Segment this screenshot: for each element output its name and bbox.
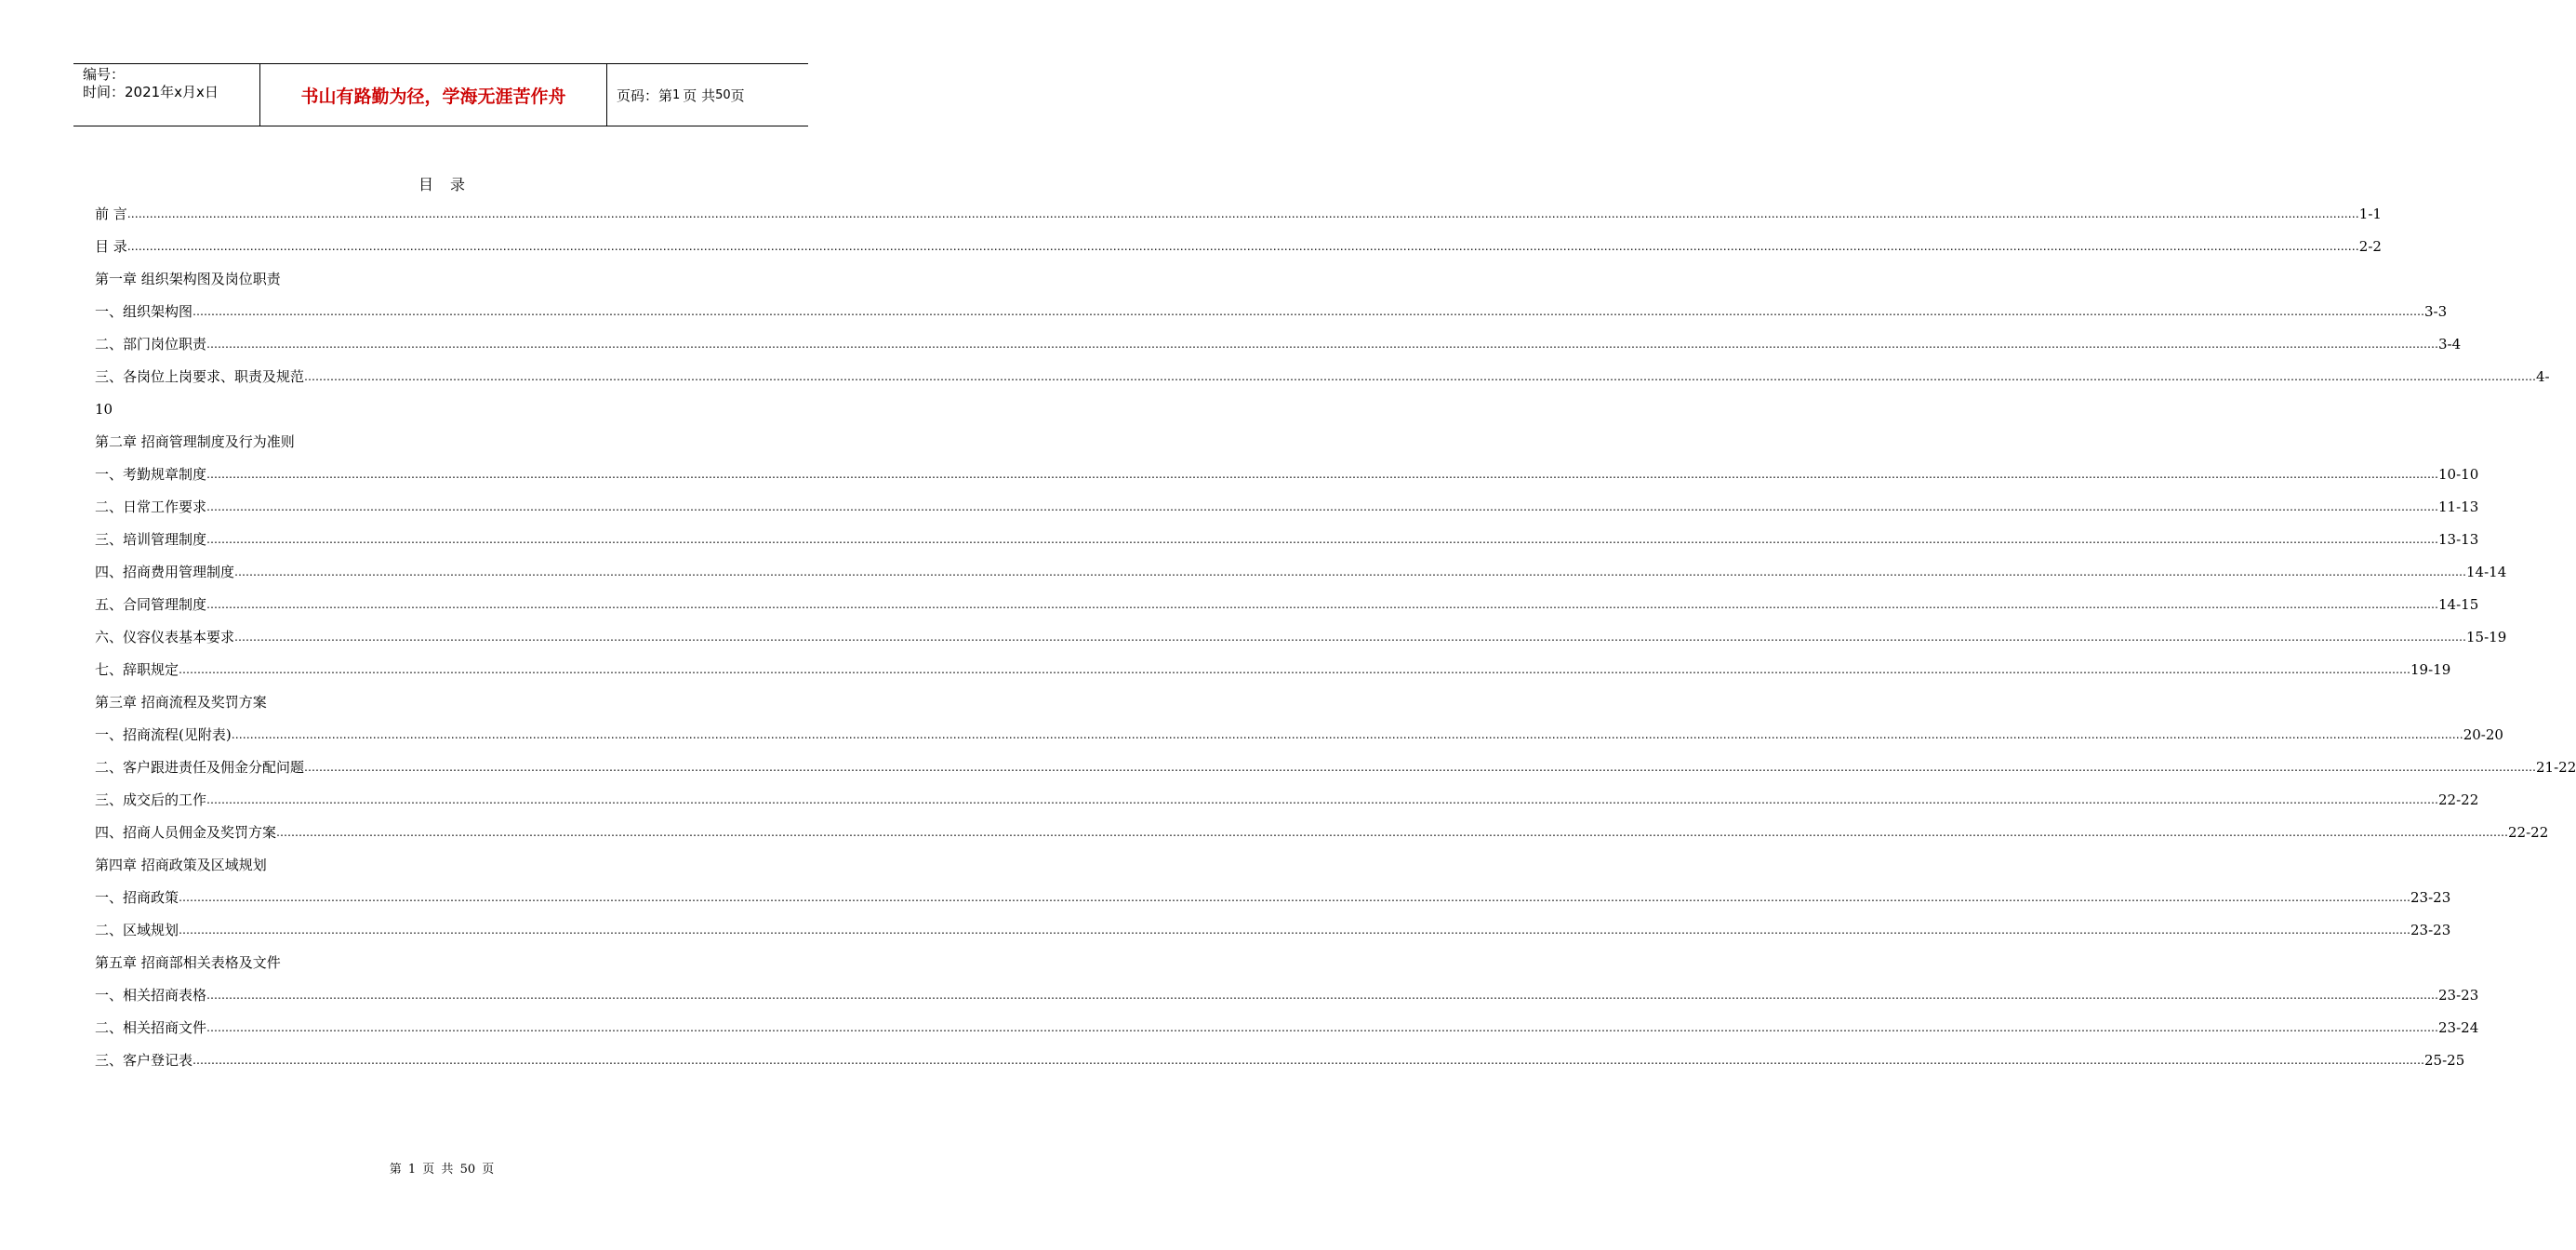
toc-entry — [95, 431, 790, 463]
header-page-mid: 页 共 — [683, 86, 716, 104]
toc-leader-dots: …………………………………………………………………………………………………………………………………………………………………………………………………………………………………………………………………………………………………………………………………………………………………………………………………………………………………………………………………………………………………………………………………………………… — [206, 1021, 2439, 1034]
header-info-cell — [73, 64, 260, 126]
toc-entry — [95, 886, 2451, 919]
toc-entry-label: 第四章 招商政策及区域规划 — [95, 857, 267, 873]
toc-entry-page: 2-2 — [2358, 238, 2382, 255]
toc-leader-dots: …………………………………………………………………………………………………………………………………………………………………………………………………………………………………………………………………………………………………………………………………………………………………………………………………………………………………………………………………………………………………………………………………………………… — [206, 468, 2439, 481]
header-page-info — [607, 64, 808, 126]
toc-leader-dots: …………………………………………………………………………………………………………………………………………………………………………………………………………………………………………………………………………………………………………………………………………………………………………………………………………………………………………………………………………………………………………………………………………………… — [126, 240, 2359, 253]
toc-entry-label: 二、相关招商文件 — [95, 1019, 207, 1036]
page-footer — [0, 1159, 883, 1177]
document-number-label: 编号： — [83, 66, 126, 83]
toc-leader-dots: …………………………………………………………………………………………………………………………………………………………………………………………………………………………………………………………………………………………………………………………………………………………………………………………………………………………………………………………………………………………………………………………………………………… — [179, 891, 2411, 904]
toc-leader-dots: …………………………………………………………………………………………………………………………………………………………………………………………………………………………………………………………………………………………………………………………………………………………………………………………………………………………………………………………………………………………………………………………………………………… — [304, 370, 2537, 383]
toc-leader-dots: …………………………………………………………………………………………………………………………………………………………………………………………………………………………………………………………………………………………………………………………………………………………………………………………………………………………………………………………………………………………………………………………………………………… — [126, 207, 2359, 220]
toc-entry — [95, 300, 2448, 333]
toc-leader-dots: …………………………………………………………………………………………………………………………………………………………………………………………………………………………………………………………………………………………………………………………………………………………………………………………………………………………………………………………………………………………………………………………………………………… — [231, 728, 2463, 741]
toc-entry — [95, 496, 2479, 528]
toc-entry-page: 25-25 — [2424, 1052, 2465, 1069]
toc-leader-dots: …………………………………………………………………………………………………………………………………………………………………………………………………………………………………………………………………………………………………………………………………………………………………………………………………………………………………………………………………………………………………………………………………………………… — [276, 826, 2509, 839]
footer-suffix: 页 — [482, 1163, 495, 1177]
toc-entry-label: 四、招商费用管理制度 — [95, 564, 235, 580]
toc-entry-label: 前 言 — [95, 206, 127, 222]
toc-leader-dots: …………………………………………………………………………………………………………………………………………………………………………………………………………………………………………………………………………………………………………………………………………………………………………………………………………………………………………………………………………………………………………………………………………………… — [206, 338, 2439, 351]
header-page-total: 50 — [715, 87, 731, 102]
toc-entry-label: 七、辞职规定 — [95, 661, 179, 678]
toc-entry-label: 一、招商流程(见附表) — [95, 726, 232, 743]
toc-entry-label: 第三章 招商流程及奖罚方案 — [95, 694, 267, 711]
toc-leader-dots: …………………………………………………………………………………………………………………………………………………………………………………………………………………………………………………………………………………………………………………………………………………………………………………………………………………………………………………………………………………………………………………………………………………… — [206, 500, 2439, 513]
toc-entry — [95, 984, 2479, 1017]
toc-entry-page: 23-24 — [2438, 1019, 2479, 1036]
toc-entry-label: 二、客户跟进责任及佣金分配问题 — [95, 759, 305, 776]
toc-entry-label: 二、区域规划 — [95, 922, 179, 938]
toc-entry-page: 20-20 — [2463, 726, 2503, 743]
footer-prefix: 第 — [389, 1163, 402, 1177]
toc-entry-page: 23-23 — [2410, 889, 2451, 906]
table-of-contents — [95, 203, 2576, 1082]
toc-leader-dots: …………………………………………………………………………………………………………………………………………………………………………………………………………………………………………………………………………………………………………………………………………………………………………………………………………………………………………………………………………………………………………………………………………………… — [206, 989, 2439, 1002]
toc-entry — [95, 756, 2576, 789]
toc-entry-label: 一、相关招商表格 — [95, 987, 207, 1004]
toc-leader-dots: …………………………………………………………………………………………………………………………………………………………………………………………………………………………………………………………………………………………………………………………………………………………………………………………………………………………………………………………………………………………………………………………………………………… — [234, 565, 2467, 578]
toc-entry — [95, 268, 790, 300]
toc-title: 目录 — [418, 176, 482, 193]
toc-leader-dots: …………………………………………………………………………………………………………………………………………………………………………………………………………………………………………………………………………………………………………………………………………………………………………………………………………………………………………………………………………………………………………………………………………………… — [206, 793, 2439, 806]
toc-entry — [95, 398, 790, 431]
toc-entry-label: 一、组织架构图 — [95, 303, 193, 320]
toc-leader-dots: …………………………………………………………………………………………………………………………………………………………………………………………………………………………………………………………………………………………………………………………………………………………………………………………………………………………………………………………………………………………………………………………………………………… — [304, 761, 2537, 774]
toc-entry-label: 第五章 招商部相关表格及文件 — [95, 954, 281, 971]
toc-entry — [95, 724, 2503, 756]
toc-entry-label: 目 录 — [95, 238, 127, 255]
toc-entry — [95, 951, 790, 984]
header-page-prefix: 页码：第 — [617, 86, 673, 104]
toc-entry — [95, 528, 2479, 561]
toc-entry-label: 10 — [95, 401, 113, 418]
toc-entry — [95, 333, 2462, 366]
toc-entry-page: 14-14 — [2466, 564, 2507, 580]
footer-total: 50 — [459, 1163, 476, 1177]
toc-entry-label: 第一章 组织架构图及岗位职责 — [95, 271, 281, 287]
toc-entry — [95, 203, 2382, 235]
toc-entry-page: 4- — [2536, 368, 2550, 385]
toc-entry-label: 三、各岗位上岗要求、职责及规范 — [95, 368, 305, 385]
toc-entry — [95, 561, 2507, 593]
toc-entry — [95, 821, 2549, 854]
toc-leader-dots: …………………………………………………………………………………………………………………………………………………………………………………………………………………………………………………………………………………………………………………………………………………………………………………………………………………………………………………………………………………………………………………………………………………… — [206, 533, 2439, 546]
toc-entry — [95, 235, 2382, 268]
toc-entry-page: 22-22 — [2508, 824, 2549, 841]
toc-entry — [95, 1049, 2465, 1082]
header-page-current: 1 — [672, 87, 681, 102]
toc-entry — [95, 789, 2479, 821]
toc-entry — [95, 366, 2550, 398]
toc-leader-dots: …………………………………………………………………………………………………………………………………………………………………………………………………………………………………………………………………………………………………………………………………………………………………………………………………………………………………………………………………………………………………………………………………………………… — [234, 631, 2467, 644]
footer-mid: 页 共 — [422, 1163, 454, 1177]
toc-entry — [95, 463, 2479, 496]
toc-entry-page: 3-4 — [2438, 336, 2462, 352]
toc-entry — [95, 854, 790, 886]
header-page-suffix: 页 — [730, 86, 745, 104]
toc-entry-page: 1-1 — [2358, 206, 2382, 222]
toc-entry-page: 11-13 — [2438, 499, 2479, 515]
page-header — [73, 63, 808, 126]
document-time-label: 时间：2021年x月x日 — [83, 84, 219, 100]
toc-entry-page: 23-23 — [2438, 987, 2479, 1004]
toc-entry-label: 第二章 招商管理制度及行为准则 — [95, 433, 295, 450]
toc-entry-label: 三、成交后的工作 — [95, 791, 207, 808]
toc-entry-page: 14-15 — [2438, 596, 2479, 613]
toc-entry — [95, 593, 2479, 626]
toc-entry-label: 六、仪容仪表基本要求 — [95, 629, 235, 645]
footer-current: 1 — [407, 1163, 417, 1177]
toc-entry-page: 22-22 — [2438, 791, 2479, 808]
toc-entry-label: 一、招商政策 — [95, 889, 179, 906]
header-motto: 书山有路勤为径，学海无涯苦作舟 — [260, 64, 607, 126]
toc-entry-label: 三、客户登记表 — [95, 1052, 193, 1069]
toc-leader-dots: …………………………………………………………………………………………………………………………………………………………………………………………………………………………………………………………………………………………………………………………………………………………………………………………………………………………………………………………………………………………………………………………………………………… — [193, 305, 2425, 318]
toc-leader-dots: …………………………………………………………………………………………………………………………………………………………………………………………………………………………………………………………………………………………………………………………………………………………………………………………………………………………………………………………………………………………………………………………………………………… — [179, 663, 2411, 676]
toc-entry — [95, 919, 2451, 951]
toc-entry-label: 一、考勤规章制度 — [95, 466, 207, 483]
toc-entry-page: 21-22 — [2536, 759, 2576, 776]
toc-entry-page: 3-3 — [2424, 303, 2448, 320]
toc-leader-dots: …………………………………………………………………………………………………………………………………………………………………………………………………………………………………………………………………………………………………………………………………………………………………………………………………………………………………………………………………………………………………………………………………………………… — [193, 1054, 2425, 1067]
toc-entry-label: 二、日常工作要求 — [95, 499, 207, 515]
toc-entry-page: 10-10 — [2438, 466, 2479, 483]
toc-leader-dots: …………………………………………………………………………………………………………………………………………………………………………………………………………………………………………………………………………………………………………………………………………………………………………………………………………………………………………………………………………………………………………………………………………………… — [179, 924, 2411, 937]
toc-entry — [95, 658, 2451, 691]
toc-entry-label: 二、部门岗位职责 — [95, 336, 207, 352]
toc-entry — [95, 1017, 2479, 1049]
toc-entry — [95, 626, 2507, 658]
toc-leader-dots: …………………………………………………………………………………………………………………………………………………………………………………………………………………………………………………………………………………………………………………………………………………………………………………………………………………………………………………………………………………………………………………………………………………… — [206, 598, 2439, 611]
toc-entry-page: 13-13 — [2438, 531, 2479, 548]
toc-entry-page: 19-19 — [2410, 661, 2451, 678]
toc-entry-label: 五、合同管理制度 — [95, 596, 207, 613]
toc-entry-page: 23-23 — [2410, 922, 2451, 938]
toc-entry — [95, 691, 790, 724]
toc-entry-label: 三、培训管理制度 — [95, 531, 207, 548]
toc-entry-page: 15-19 — [2466, 629, 2507, 645]
toc-entry-label: 四、招商人员佣金及奖罚方案 — [95, 824, 277, 841]
